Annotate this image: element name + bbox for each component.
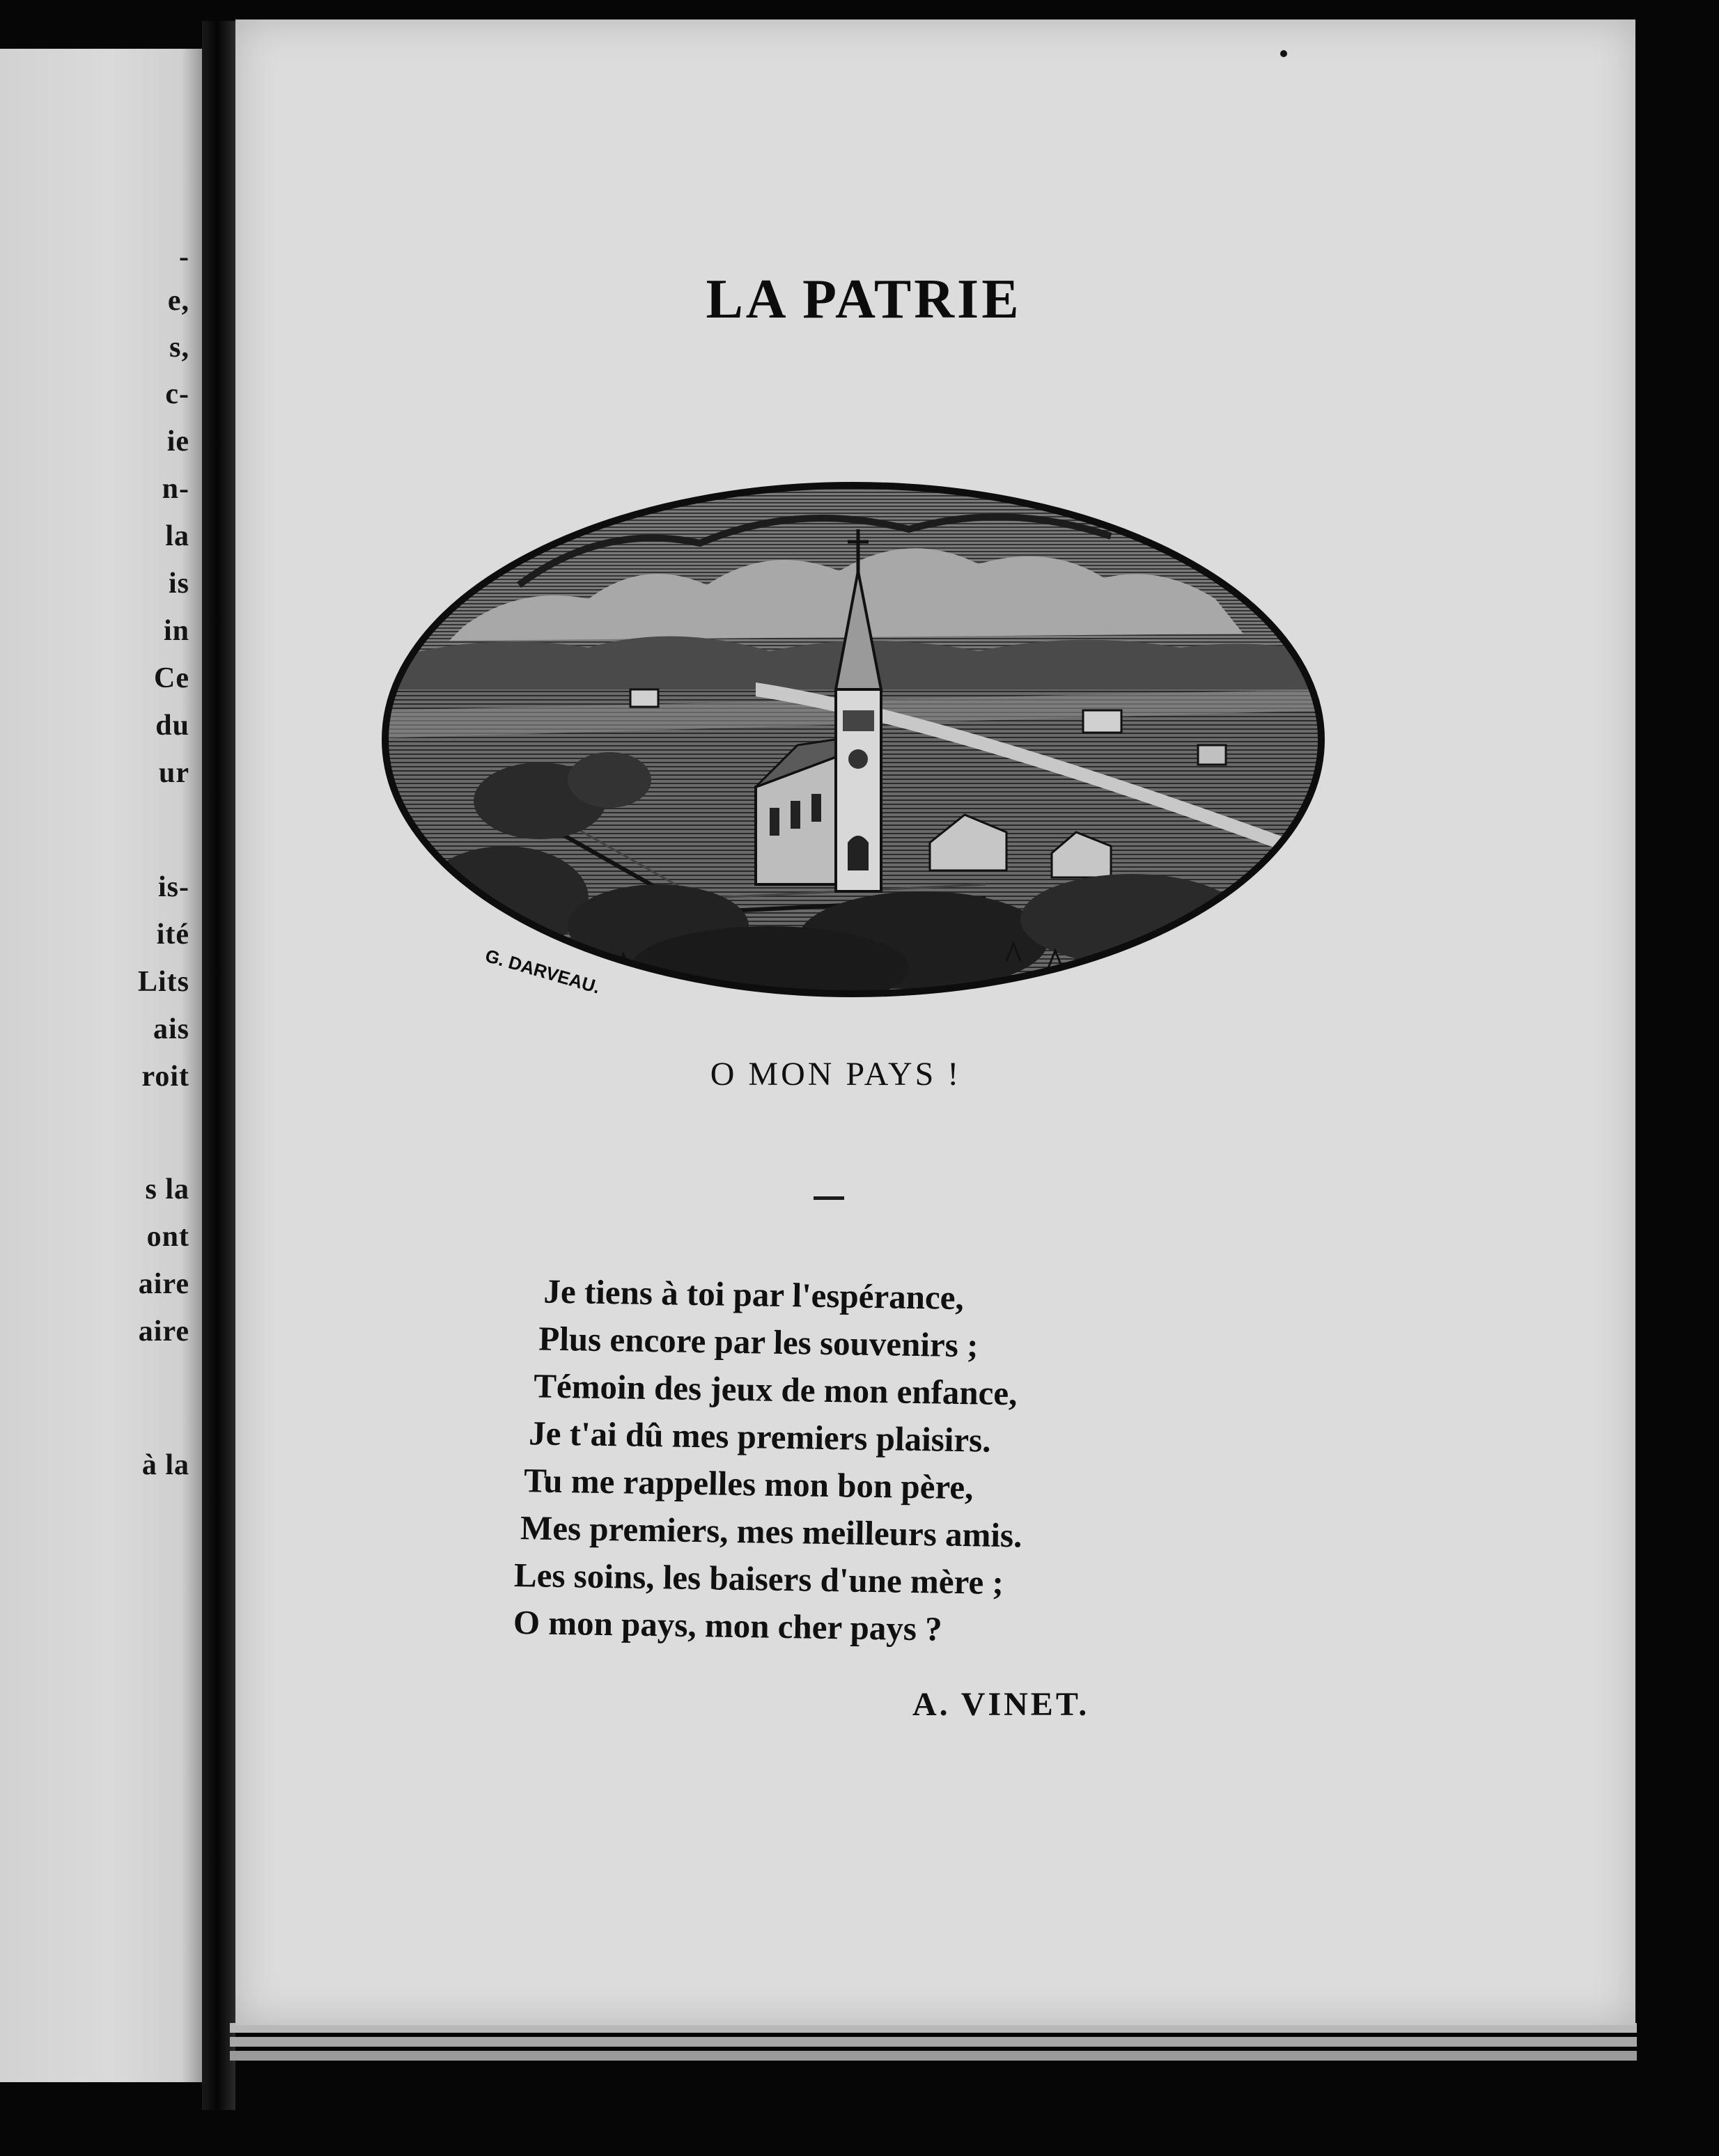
left-page-line: Ce — [154, 662, 189, 694]
left-page-line: aire — [138, 1268, 189, 1300]
left-page-line: e, — [167, 285, 189, 317]
poem-line: O mon pays, mon cher pays ? — [513, 1602, 943, 1648]
poem — [513, 1267, 1145, 1656]
poem-line: Témoin des jeux de mon enfance, — [533, 1366, 1018, 1413]
engraver-signature: G. DARVEAU. — [483, 944, 603, 998]
left-page-line: Lits — [137, 966, 189, 998]
left-page-line: ur — [159, 757, 189, 789]
print-speck — [1280, 50, 1287, 57]
left-page-line: la — [165, 520, 189, 552]
left-page-line: in — [163, 615, 189, 647]
page-edge — [230, 2051, 1637, 2061]
left-page-line: ont — [146, 1221, 189, 1253]
left-page-line: is — [168, 568, 189, 600]
left-page-line: c- — [165, 378, 189, 410]
poem-author: A. VINET. — [912, 1686, 1090, 1723]
poem-line: Je t'ai dû mes premiers plaisirs. — [528, 1414, 991, 1460]
left-page-line: - — [179, 241, 189, 273]
book-gutter — [202, 21, 235, 2110]
poem-line: Les soins, les baisers d'une mère ; — [513, 1555, 1004, 1602]
left-page-line: is- — [158, 871, 189, 903]
poem-line: Mes premiers, mes meilleurs amis. — [520, 1508, 1022, 1555]
left-page-line: s, — [169, 331, 189, 364]
left-page-line: n- — [162, 473, 189, 505]
left-page-line: ais — [153, 1013, 189, 1045]
left-page-line: ité — [156, 919, 189, 951]
left-page-line: aire — [138, 1315, 189, 1348]
left-facing-page — [0, 49, 202, 2082]
left-page-line: s la — [145, 1173, 189, 1205]
left-page-line: ie — [166, 425, 189, 458]
church-engraving — [380, 481, 1327, 999]
poem-line: Tu me rappelles mon bon père, — [523, 1461, 974, 1507]
left-page-line: du — [155, 710, 189, 742]
poem-line: Je tiens à toi par l'espérance, — [543, 1272, 965, 1318]
left-page-line: roit — [141, 1061, 189, 1093]
page-edge — [230, 2037, 1637, 2047]
poem-line: Plus encore par les souvenirs ; — [538, 1319, 979, 1365]
poem-title: O MON PAYS ! — [710, 1056, 962, 1093]
left-page-line: à la — [141, 1449, 189, 1481]
separator-dash — [814, 1196, 844, 1200]
page-title: LA PATRIE — [706, 269, 1022, 330]
